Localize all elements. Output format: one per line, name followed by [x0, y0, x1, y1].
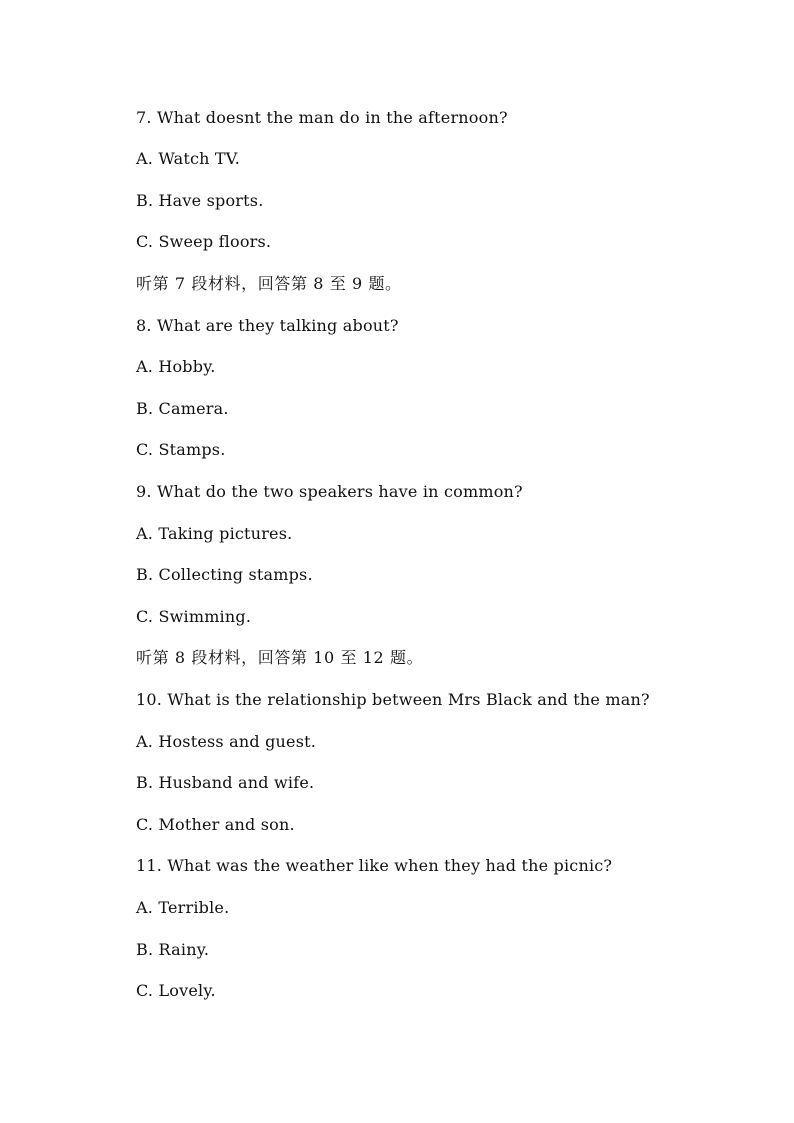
question-11-option-b: B. Rainy.	[136, 940, 210, 959]
question-9-option-b: B. Collecting stamps.	[136, 565, 313, 584]
question-9-option-c: C. Swimming.	[136, 607, 252, 626]
question-10-option-b: B. Husband and wife.	[136, 773, 315, 792]
question-10-option-c: C. Mother and son.	[136, 815, 295, 834]
question-7: 7. What doesnt the man do in the afternoon?	[136, 108, 508, 127]
question-11-option-a: A. Terrible.	[136, 898, 230, 917]
question-11: 11. What was the weather like when they had the picnic?	[136, 856, 613, 875]
question-8-option-b: B. Camera.	[136, 399, 229, 418]
question-7-option-a: A. Watch TV.	[136, 149, 241, 168]
question-7-option-b: B. Have sports.	[136, 191, 264, 210]
question-9-option-a: A. Taking pictures.	[136, 524, 293, 543]
question-11-option-c: C. Lovely.	[136, 981, 216, 1000]
question-9: 9. What do the two speakers have in common?	[136, 482, 523, 501]
question-8-option-c: C. Stamps.	[136, 440, 226, 459]
section-heading-7: 听第 7 段材料，回答第 8 至 9 题。	[136, 274, 402, 293]
question-8: 8. What are they talking about?	[136, 316, 399, 335]
question-8-option-a: A. Hobby.	[136, 357, 216, 376]
question-10-option-a: A. Hostess and guest.	[136, 732, 317, 751]
question-10: 10. What is the relationship between Mrs Black and the man?	[136, 690, 650, 709]
section-heading-8: 听第 8 段材料，回答第 10 至 12 题。	[136, 648, 424, 667]
question-7-option-c: C. Sweep floors.	[136, 232, 272, 251]
